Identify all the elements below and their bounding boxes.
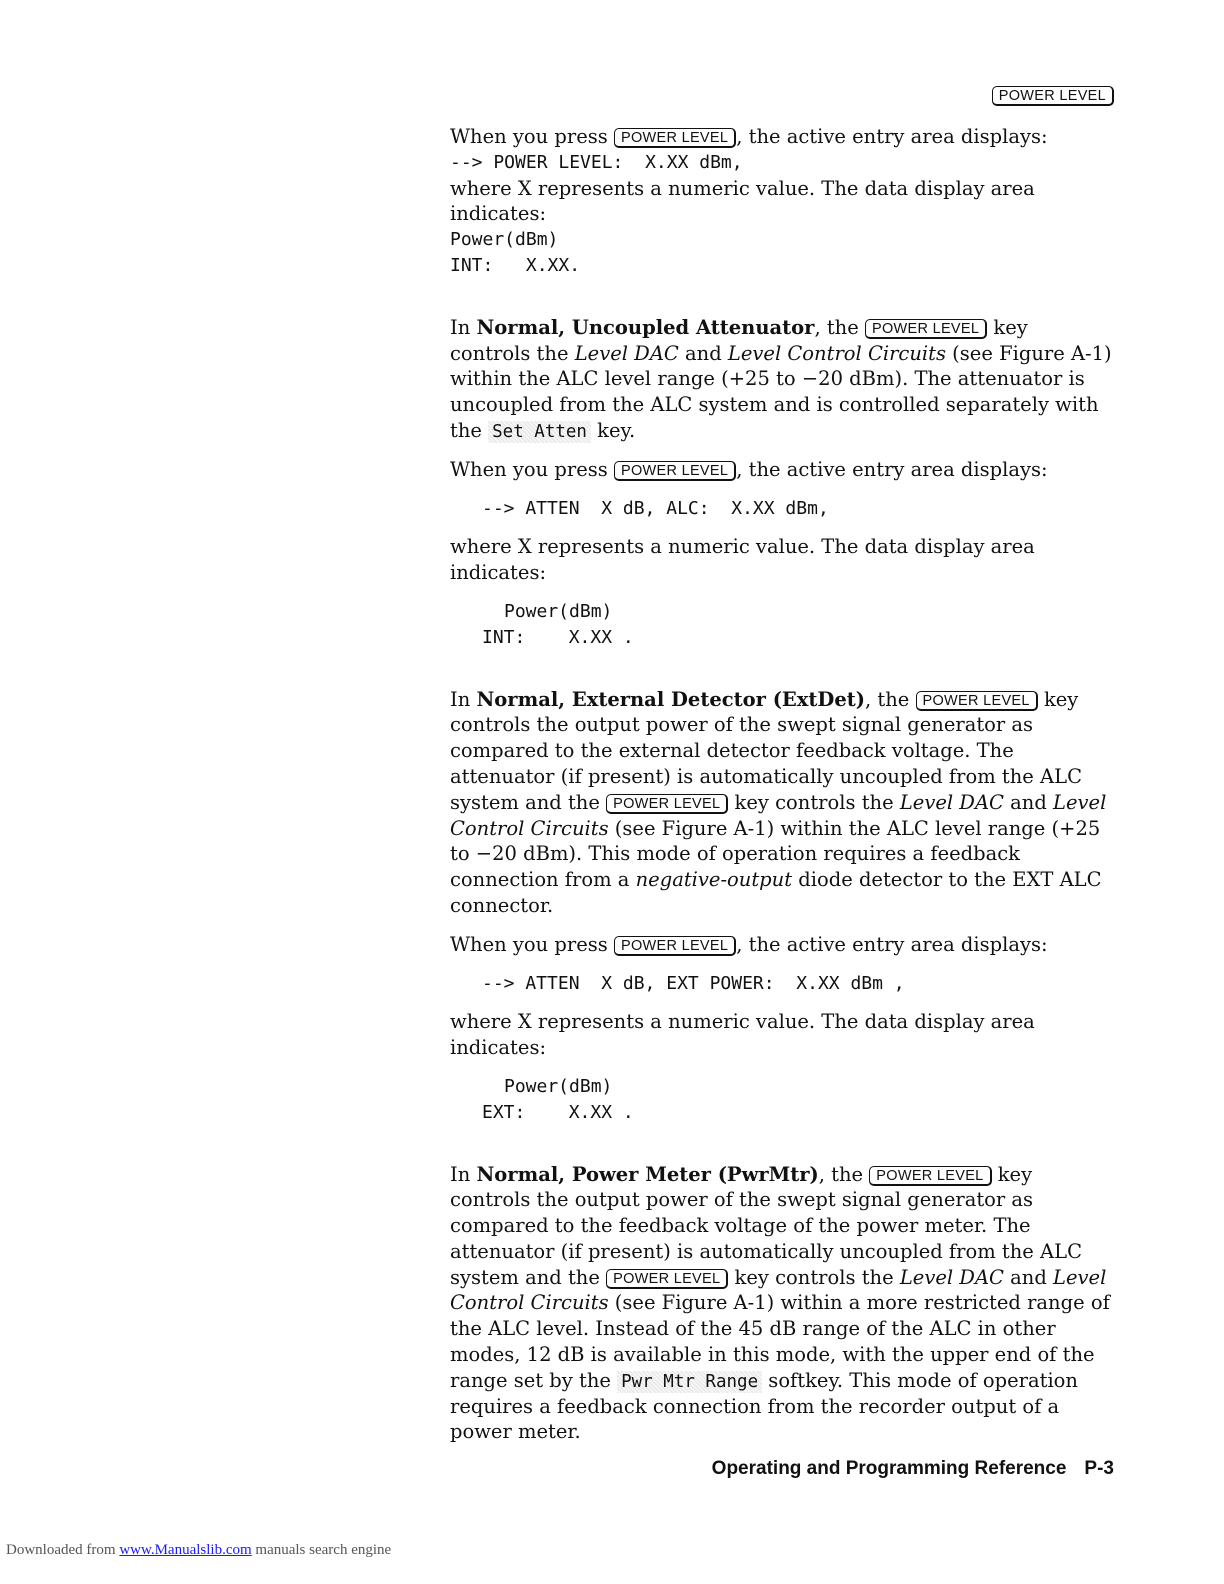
power-level-key: POWER LEVEL: [865, 319, 987, 339]
text: In: [450, 315, 477, 339]
text: and: [1003, 1265, 1054, 1289]
header-power-level-key: [992, 86, 1114, 106]
power-level-key: POWER LEVEL: [916, 691, 1038, 711]
text: When you press: [450, 125, 614, 148]
text: diode detector to the EXT ALC connector.: [450, 868, 1102, 917]
paragraph: where X represents a numeric value. The data display area indicates:: [450, 176, 1035, 226]
text: and: [1003, 790, 1054, 814]
manualslib-link[interactable]: www.Manualslib.com: [119, 1542, 252, 1558]
display-line: EXT: X.XX .: [482, 1101, 634, 1123]
term: Level DAC: [574, 341, 679, 365]
display-line: Power(dBm): [450, 229, 559, 251]
term: Level Control Circuits: [727, 341, 946, 365]
power-level-key: POWER LEVEL: [614, 128, 736, 148]
text: In: [450, 687, 477, 711]
page-content: [450, 124, 1114, 1445]
text: key controls the output power of the swept signal generator as compared to the external detector feedback voltage. The attenuator (if present) is automatically uncoupled from the ALC system and the: [450, 687, 1082, 814]
text: , the: [818, 1162, 870, 1186]
mode-name: Normal, External Detector (ExtDet): [476, 687, 865, 711]
display-line: Power(dBm): [504, 600, 613, 622]
term: Level DAC: [899, 1265, 1004, 1289]
text: key.: [590, 418, 636, 442]
power-level-key: POWER LEVEL: [614, 461, 736, 481]
paragraph: [450, 932, 1114, 958]
paragraph: where X represents a numeric value. The data display area indicates:: [450, 535, 1035, 585]
display-line: --> POWER LEVEL: X.XX dBm,: [450, 151, 743, 173]
paragraph-external-detector: [450, 687, 1114, 919]
mode-name: Normal, Power Meter (PwrMtr): [476, 1162, 819, 1186]
text: , the: [814, 315, 865, 339]
set-atten-softkey: Set Atten: [488, 421, 591, 443]
term: Level Control Circuits: [450, 1265, 1107, 1315]
text: , the active entry area displays:: [736, 932, 1048, 956]
paragraph: [450, 124, 1114, 150]
text: , the active entry area displays:: [736, 457, 1048, 481]
text: key controls the: [728, 1265, 900, 1289]
text: (see Figure A-1) within the ALC level range (+25 to −20 dBm). The attenuator is uncoupled from the ALC system and is controlled separately with the: [450, 341, 1112, 442]
text: (see Figure A-1) within the ALC level range (+25 to −20 dBm). This mode of operation requires a feedback connection from a: [450, 816, 1101, 892]
paragraph-power-meter: [450, 1162, 1114, 1446]
paragraph: [450, 457, 1114, 483]
display-line: --> ATTEN X dB, ALC: X.XX dBm,: [482, 497, 829, 519]
paragraph-uncoupled-attenuator: [450, 315, 1114, 444]
text: In: [450, 1162, 477, 1186]
display-line: INT: X.XX .: [482, 626, 634, 648]
display-line: --> ATTEN X dB, EXT POWER: X.XX dBm ,: [482, 972, 905, 994]
download-suffix: manuals search engine: [251, 1542, 392, 1558]
power-level-key: POWER LEVEL: [869, 1166, 991, 1186]
download-prefix: Downloaded from: [6, 1542, 120, 1558]
text: softkey. This mode of operation requires a feedback connection from the recorder output of a power meter.: [450, 1368, 1078, 1444]
download-notice: [6, 1542, 391, 1559]
text: When you press: [450, 932, 614, 956]
mode-name: Normal, Uncoupled Attenuator: [476, 315, 815, 339]
footer-title: Operating and Programming Reference: [711, 1458, 1067, 1479]
paragraph: where X represents a numeric value. The data display area indicates:: [450, 1010, 1035, 1060]
text: key controls the output power of the swept signal generator as compared to the feedback voltage of the power meter. The attenuator (if present) is automatically uncoupled from the ALC system and the: [450, 1162, 1082, 1289]
power-level-key: POWER LEVEL: [606, 1269, 728, 1289]
text: key controls the: [450, 315, 1028, 365]
term: Level DAC: [899, 790, 1004, 814]
power-level-key: POWER LEVEL: [606, 794, 728, 814]
page-footer: [712, 1458, 1114, 1480]
text: and: [678, 341, 728, 365]
text: key controls the: [728, 790, 900, 814]
power-level-key-label: POWER LEVEL: [992, 86, 1114, 106]
text: , the active entry area displays:: [736, 125, 1048, 148]
text: , the: [864, 687, 916, 711]
display-line: INT: X.XX.: [450, 254, 581, 276]
term: negative-output: [635, 868, 793, 892]
power-level-key: POWER LEVEL: [614, 936, 736, 956]
pwr-mtr-range-softkey: Pwr Mtr Range: [617, 1371, 762, 1393]
text: When you press: [450, 457, 614, 481]
term: Level Control Circuits: [450, 790, 1107, 840]
page-number: P-3: [1084, 1458, 1114, 1479]
display-line: Power(dBm): [504, 1075, 613, 1097]
text: (see Figure A-1) within a more restricted range of the ALC level. Instead of the 45 dB range of the ALC in other modes, 12 dB is available in this mode, with the upper end of the range set by the: [450, 1291, 1110, 1392]
